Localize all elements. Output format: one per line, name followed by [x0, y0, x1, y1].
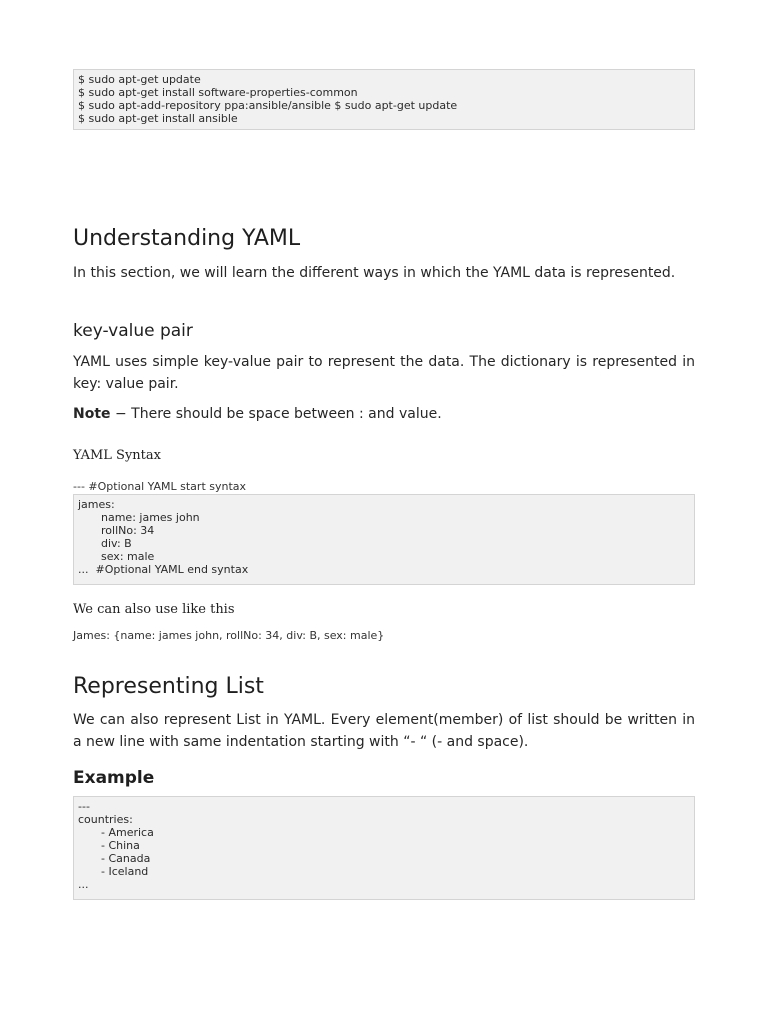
- code-line: - America: [101, 826, 154, 839]
- subsection-title-key-value-pair: key-value pair: [73, 321, 193, 341]
- code-line: rollNo: 34: [101, 524, 155, 537]
- code-line: $ sudo apt-get install software-properties-common: [78, 86, 358, 99]
- yaml-syntax-label: YAML Syntax: [73, 448, 161, 463]
- note-label: Note: [73, 406, 111, 422]
- code-line: - Iceland: [101, 865, 149, 878]
- understanding-intro-paragraph: In this section, we will learn the different ways in which the YAML data is represented.: [73, 265, 676, 281]
- code-line: sex: male: [101, 550, 155, 563]
- code-line: james:: [78, 498, 115, 511]
- key-value-paragraph: YAML uses simple key-value pair to represent the data. The dictionary is represented in key: value pair.: [73, 354, 695, 392]
- code-line: $ sudo apt-get update: [78, 73, 201, 86]
- code-line: $ sudo apt-add-repository ppa:ansible/ansible $ sudo apt-get update: [78, 99, 458, 112]
- code-line: - Canada: [101, 852, 151, 865]
- code-line: name: james john: [101, 511, 200, 524]
- code-line: - China: [101, 839, 140, 852]
- note-paragraph: [73, 403, 695, 425]
- install-code-block: [73, 69, 695, 130]
- note-text: − There should be space between : and value.: [110, 406, 442, 422]
- code-line: ...: [78, 878, 89, 891]
- alt-usage-label: We can also use like this: [73, 602, 235, 617]
- example-title: Example: [73, 768, 155, 788]
- section-title-representing-list: Representing List: [73, 674, 264, 699]
- list-description-paragraph: We can also represent List in YAML. Every element(member) of list should be written in a new line with same indentation starting with “- “ (- and space).: [73, 712, 695, 750]
- code-line: ---: [78, 800, 90, 813]
- code-line: countries:: [78, 813, 133, 826]
- code-line: $ sudo apt-get install ansible: [78, 112, 238, 125]
- list-example-code-block: [73, 796, 695, 900]
- yaml-start-comment: --- #Optional YAML start syntax: [73, 480, 247, 493]
- code-line: ... #Optional YAML end syntax: [78, 563, 249, 576]
- alt-usage-example: James: {name: james john, rollNo: 34, div: B, sex: male}: [73, 629, 385, 642]
- section-title-understanding-yaml: Understanding YAML: [73, 226, 301, 251]
- yaml-syntax-code-block: [73, 494, 695, 585]
- code-line: div: B: [101, 537, 132, 550]
